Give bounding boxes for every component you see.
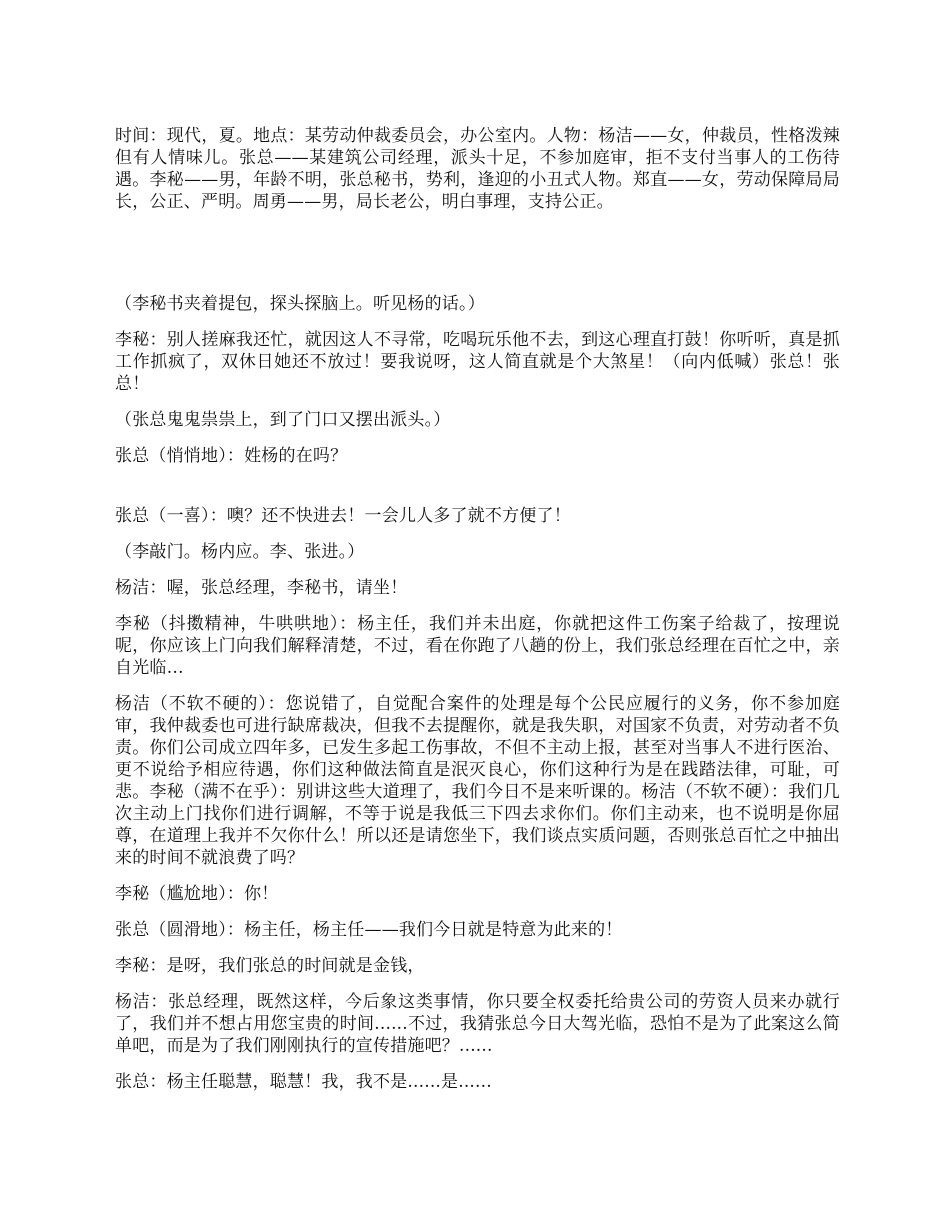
dialogue-line: 张总：杨主任聪慧，聪慧！我，我不是......是...... xyxy=(115,1072,492,1092)
stage-direction: （李敲门。杨内应。李、张进。） xyxy=(115,542,365,562)
dialogue-line: 李秘：是呀，我们张总的时间就是金钱， xyxy=(115,956,425,976)
intro-paragraph: 时间：现代，夏。地点：某劳动仲裁委员会，办公室内。人物：杨洁——女，仲裁员，性格泼辣但有人情味儿。张总——某建筑公司经理，派头十足，不参加庭审，拒不支付当事人的工伤待遇。李秘——男，年龄不明，张总秘书，势利，逢迎的小丑式人物。郑直——女，劳动保障局局长，公正、严明。周勇——男，局长老公，明白事理，支持公正。 xyxy=(115,126,840,212)
document-page xyxy=(115,125,840,1107)
dialogue-line: 杨洁：喔，张总经理，李秘书，请坐！ xyxy=(115,578,408,598)
stage-direction: （张总鬼鬼祟祟上，到了门口又摆出派头。） xyxy=(115,410,451,430)
stage-direction: （李秘书夹着提包，探头探脑上。听见杨的话。） xyxy=(115,294,485,314)
dialogue-line: 李秘（抖擞精神，牛哄哄地）：杨主任，我们并未出庭，你就把这件工伤案子给裁了，按理说呢，你应该上门向我们解释清楚，不过，看在你跑了八趟的份上，我们张总经理在百忙之中，亲自光临… xyxy=(115,614,840,678)
dialogue-line: 李秘（尴尬地）：你！ xyxy=(115,884,279,904)
dialogue-line: 杨洁：张总经理，既然这样，今后象这类事情，你只要全权委托给贵公司的劳资人员来办就行了，我们并不想占用您宝贵的时间......不过，我猜张总今日大驾光临，恐怕不是为了此案这么简单吧，而是为了我们刚刚执行的宣传措施吧？...... xyxy=(115,992,840,1056)
dialogue-line: 张总（悄悄地）：姓杨的在吗？ xyxy=(115,446,348,466)
dialogue-line: 张总（圆滑地）：杨主任，杨主任——我们今日就是特意为此来的！ xyxy=(115,920,623,940)
dialogue-line: 张总（一喜）：噢？还不快进去！一会儿人多了就不方便了！ xyxy=(115,506,571,526)
dialogue-line: 杨洁（不软不硬的）：您说错了，自觉配合案件的处理是每个公民应履行的义务，你不参加庭审，我仲裁委也可进行缺席裁决，但我不去提醒你，就是我失职，对国家不负责，对劳动者不负责。你们公司成立四年多，已发生多起工伤事故，不但不主动上报，甚至对当事人不进行医治、更不说给予相应待遇，你们这种做法简直是泯灭良心，你们这种行为是在践踏法律，可耻，可悲。李秘（满不在乎）：别讲这些大道理了，我们今日不是来听课的。杨洁（不软不硬）：我们几次主动上门找你们进行调解，不等于说是我低三下四去求你们。你们主动来，也不说明是你屈尊，在道理上我并不欠你什么！所以还是请您坐下，我们谈点实质问题，否则张总百忙之中抽出来的时间不就浪费了吗？ xyxy=(115,694,840,868)
dialogue-line: 李秘：别人搓麻我还忙，就因这人不寻常，吃喝玩乐他不去，到这心理直打鼓！你听听，真是抓工作抓疯了，双休日她还不放过！要我说呀，这人简直就是个大煞星！（向内低喊）张总！张总！ xyxy=(115,330,840,394)
